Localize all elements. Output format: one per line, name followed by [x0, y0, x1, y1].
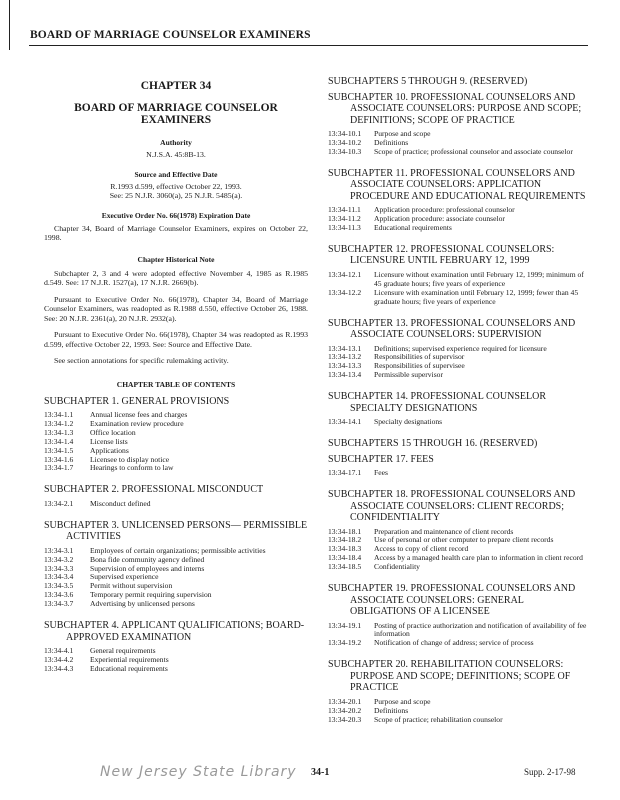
- section-title: Responsibilities of supervisee: [374, 361, 465, 371]
- section-number: 13:34-18.4: [328, 553, 362, 563]
- section-number: 13:34-12.1: [328, 269, 362, 279]
- section-number: 13:34-18.5: [328, 562, 362, 572]
- library-stamp: New Jersey State Library: [100, 764, 297, 780]
- section-title: Definitions; supervised experience required for licensure: [374, 343, 547, 353]
- section-title: Purpose and scope: [374, 129, 431, 138]
- section-title: Preparation and maintenance of client records: [374, 526, 514, 536]
- section-number: 13:34-18.2: [328, 535, 362, 545]
- section-title: Use of personal or other computer to prepare client records: [374, 535, 554, 545]
- section-number: 13:34-19.2: [328, 638, 362, 648]
- section-entry: [44, 429, 308, 438]
- section-number: 13:34-4.3: [44, 663, 74, 673]
- section-title: Application procedure: professional counselor: [374, 205, 515, 215]
- section-number: 13:34-12.2: [328, 287, 362, 297]
- subchapter-heading: SUBCHAPTER 12. PROFESSIONAL COUNSELORS: LICENSURE UNTIL FEBRUARY 12, 1999: [328, 243, 555, 267]
- section-title: General requirements: [90, 646, 156, 656]
- header-rule: [29, 45, 588, 46]
- section-entry: [328, 469, 590, 478]
- section-title: Educational requirements: [374, 223, 452, 233]
- section-entry: [44, 600, 308, 609]
- section-entry: [328, 639, 590, 648]
- section-title: Application procedure: associate counselor: [374, 214, 505, 224]
- section-number: 13:34-10.3: [328, 146, 362, 156]
- section-title: Responsibilities of supervisor: [374, 352, 465, 362]
- section-entry: [328, 362, 590, 371]
- section-title: License lists: [90, 436, 128, 446]
- section-title: Scope of practice; rehabilitation counselor: [374, 714, 503, 724]
- chapter-number: CHAPTER 34: [140, 80, 212, 92]
- section-entry: [328, 563, 590, 572]
- section-number: 13:34-1.2: [44, 418, 74, 428]
- section-list: [328, 528, 590, 573]
- section-number: 13:34-13.2: [328, 352, 362, 362]
- section-entry: [44, 665, 308, 674]
- subchapter-heading: SUBCHAPTER 2. PROFESSIONAL MISCONDUCT: [44, 484, 264, 496]
- source-line-2: See: 25 N.J.R. 3060(a), 25 N.J.R. 5485(a).: [109, 191, 243, 200]
- section-title: Applications: [90, 445, 129, 455]
- section-title: Licensee to display notice: [90, 454, 170, 464]
- section-entry: [328, 698, 590, 707]
- section-title: Annual license fees and charges: [90, 410, 188, 419]
- subchapter-heading: SUBCHAPTER 20. REHABILITATION COUNSELORS: PURPOSE AND SCOPE; DEFINITIONS; SCOPE OF PRACTICE: [328, 659, 571, 694]
- section-list: [328, 418, 590, 427]
- right-toc: [328, 76, 590, 724]
- section-entry: [328, 289, 590, 307]
- section-title: Definitions: [374, 137, 409, 147]
- section-list: [328, 130, 590, 157]
- section-number: 13:34-11.1: [328, 205, 361, 215]
- section-title: Employees of certain organizations; permissible activities: [90, 545, 266, 555]
- section-title: Fees: [374, 468, 388, 478]
- exec-order-text: Chapter 34, Board of Marriage Counselor Examiners, expires on October 22, 1998.: [44, 223, 308, 242]
- history-para-1: Subchapter 2, 3 and 4 were adopted effective November 4, 1985 as R.1985 d.549. See: 17 N.J.R. 1527(a), 17 N.J.R. 2669(b).: [44, 268, 308, 287]
- section-entry: [44, 464, 308, 473]
- section-number: 13:34-3.3: [44, 563, 74, 573]
- section-list: [44, 411, 308, 473]
- section-list: [44, 647, 308, 674]
- section-title: Educational requirements: [90, 663, 168, 673]
- supplement-date: Supp. 2-17-98: [524, 767, 576, 777]
- section-list: [328, 271, 590, 307]
- section-title: Permit without supervision: [90, 581, 173, 591]
- section-title: Specialty designations: [374, 417, 443, 427]
- subchapter-heading: SUBCHAPTER 10. PROFESSIONAL COUNSELORS AND ASSOCIATE COUNSELORS: PURPOSE AND SCOPE; DEFINITIONS; SCOPE OF PRACTICE: [328, 91, 582, 126]
- section-number: 13:34-18.1: [328, 526, 362, 536]
- section-title: Advertising by unlicensed persons: [90, 599, 195, 609]
- subchapter-heading: SUBCHAPTER 4. APPLICANT QUALIFICATIONS; BOARD-APPROVED EXAMINATION: [44, 620, 305, 643]
- subchapter-heading: SUBCHAPTER 13. PROFESSIONAL COUNSELORS AND ASSOCIATE COUNSELORS: SUPERVISION: [328, 317, 576, 341]
- section-number: 13:34-20.3: [328, 714, 362, 724]
- subchapter-heading: SUBCHAPTER 3. UNLICENSED PERSONS— PERMISSIBLE ACTIVITIES: [44, 519, 308, 543]
- source-label: Source and Effective Date: [134, 169, 218, 179]
- subchapter-heading: SUBCHAPTERS 15 THROUGH 16. (RESERVED): [328, 438, 538, 450]
- section-title: Permissible supervisor: [374, 370, 443, 380]
- section-number: 13:34-19.1: [328, 620, 362, 630]
- section-entry: [44, 456, 308, 465]
- section-entry: [44, 500, 308, 509]
- section-title: Supervision of employees and interns: [90, 563, 205, 573]
- section-entry: [44, 573, 308, 582]
- section-number: 13:34-13.3: [328, 361, 362, 371]
- subchapter-heading: SUBCHAPTER 11. PROFESSIONAL COUNSELORS AND ASSOCIATE COUNSELORS: APPLICATION PROCEDURE AND EDUCATIONAL REQUIREMENTS: [328, 167, 586, 202]
- section-entry: [328, 716, 590, 725]
- section-list: [44, 547, 308, 609]
- section-entry: [44, 565, 308, 574]
- page-number: 34-1: [311, 767, 330, 778]
- section-number: 13:34-18.3: [328, 544, 362, 554]
- section-entry: [328, 224, 590, 233]
- section-number: 13:34-1.5: [44, 445, 74, 455]
- section-number: 13:34-1.3: [44, 427, 74, 437]
- section-number: 13:34-11.3: [328, 223, 361, 233]
- toc-label: CHAPTER TABLE OF CONTENTS: [116, 379, 236, 389]
- section-title: Confidentiality: [374, 562, 420, 572]
- section-number: 13:34-13.1: [328, 343, 362, 353]
- history-label: Chapter Historical Note: [137, 254, 215, 264]
- running-head: BOARD OF MARRIAGE COUNSELOR EXAMINERS: [30, 29, 311, 41]
- section-entry: [328, 371, 590, 380]
- section-title: Office location: [90, 427, 136, 437]
- section-number: 13:34-11.2: [328, 214, 361, 224]
- section-list: [328, 345, 590, 381]
- section-number: 13:34-4.2: [44, 655, 74, 664]
- history-para-3: Pursuant to Executive Order No. 66(1978), Chapter 34 was readopted as R.1993 d.599, effective October 22, 1993. See: Source and Effective Date.: [44, 330, 308, 349]
- subchapter-heading: SUBCHAPTERS 5 THROUGH 9. (RESERVED): [328, 76, 528, 87]
- section-list: [44, 500, 308, 509]
- section-number: 13:34-4.1: [44, 646, 74, 656]
- exec-order-label: Executive Order No. 66(1978) Expiration Date: [101, 210, 251, 220]
- section-number: 13:34-3.2: [44, 554, 74, 564]
- section-title: Bona fide community agency defined: [90, 554, 205, 564]
- authority-label: Authority: [160, 138, 192, 147]
- section-list: [328, 206, 590, 233]
- section-number: 13:34-10.1: [328, 129, 362, 138]
- section-title: Purpose and scope: [374, 696, 431, 706]
- section-title: Notification of change of address; service of process: [374, 638, 534, 648]
- section-number: 13:34-1.7: [44, 463, 74, 473]
- section-number: 13:34-17.1: [328, 468, 362, 478]
- section-title: Temporary permit requiring supervision: [90, 590, 212, 600]
- section-number: 13:34-3.6: [44, 590, 74, 600]
- section-number: 13:34-14.1: [328, 417, 362, 427]
- subchapter-heading: SUBCHAPTER 14. PROFESSIONAL COUNSELOR SPECIALTY DESIGNATIONS: [328, 391, 546, 414]
- section-list: [328, 698, 590, 725]
- section-entry: [328, 622, 590, 640]
- section-entry: [328, 148, 590, 157]
- chapter-title: BOARD OF MARRIAGE COUNSELOR EXAMINERS: [74, 102, 278, 126]
- section-number: 13:34-2.1: [44, 498, 74, 508]
- section-number: 13:34-10.2: [328, 137, 362, 147]
- section-number: 13:34-20.1: [328, 696, 362, 706]
- section-number: 13:34-3.7: [44, 599, 74, 609]
- section-title: Licensure with examination until February 12, 1999; fewer than 45 graduate hours; five years of experience: [374, 287, 579, 306]
- section-title: Definitions: [374, 705, 409, 715]
- section-number: 13:34-1.1: [44, 410, 74, 419]
- section-number: 13:34-1.6: [44, 454, 74, 464]
- section-title: Access to copy of client record: [374, 544, 469, 554]
- section-number: 13:34-13.4: [328, 370, 362, 380]
- section-entry: [328, 130, 590, 139]
- section-title: Experiential requirements: [90, 655, 169, 664]
- left-toc: [44, 396, 308, 674]
- margin-rule: [9, 0, 10, 50]
- section-number: 13:34-3.5: [44, 581, 74, 591]
- subchapter-heading: SUBCHAPTER 17. FEES: [328, 453, 434, 465]
- right-column: [328, 76, 590, 735]
- authority-text: N.J.S.A. 45:8B-13.: [146, 150, 206, 159]
- history-para-2: Pursuant to Executive Order No. 66(1978), Chapter 34, Board of Marriage Counselor Examiners, was readopted as R.1988 d.550, effective October 26, 1988. See: 20 N.J.R. 2361(a), 20 N.J.R. 2932(a).: [44, 294, 308, 323]
- section-number: 13:34-3.4: [44, 572, 74, 582]
- section-entry: [44, 647, 308, 656]
- section-number: 13:34-3.1: [44, 545, 74, 555]
- left-column: [44, 80, 308, 685]
- section-entry: [44, 438, 308, 447]
- section-title: Examination review procedure: [90, 418, 184, 428]
- section-title: Scope of practice; professional counselor and associate counselor: [374, 146, 573, 156]
- section-number: 13:34-20.2: [328, 705, 362, 715]
- section-entry: [328, 554, 590, 563]
- section-list: [328, 469, 590, 478]
- subchapter-heading: SUBCHAPTER 18. PROFESSIONAL COUNSELORS AND ASSOCIATE COUNSELORS: CLIENT RECORDS; CONFIDENTIALITY: [328, 489, 576, 523]
- section-entry: [44, 447, 308, 456]
- section-entry: [328, 215, 590, 224]
- subchapter-heading: SUBCHAPTER 1. GENERAL PROVISIONS: [44, 395, 230, 407]
- source-line-1: R.1993 d.599, effective October 22, 1993.: [110, 181, 242, 191]
- section-entry: [328, 418, 590, 427]
- section-entry: [44, 656, 308, 665]
- section-number: 13:34-1.4: [44, 436, 74, 446]
- section-title: Hearings to conform to law: [90, 463, 174, 473]
- section-title: Posting of practice authorization and notification of availability of fee information: [374, 620, 587, 639]
- section-entry: [328, 271, 590, 289]
- section-list: [328, 622, 590, 649]
- section-entry: [44, 420, 308, 429]
- section-title: Misconduct defined: [90, 498, 151, 508]
- section-title: Licensure without examination until February 12, 1999; minimum of 45 graduate hours; five years of experience: [374, 269, 584, 288]
- section-title: Access by a managed health care plan to information in client record: [374, 553, 583, 563]
- history-para-4: See section annotations for specific rulemaking activity.: [54, 356, 229, 365]
- section-title: Supervised experience: [90, 572, 159, 582]
- subchapter-heading: SUBCHAPTER 19. PROFESSIONAL COUNSELORS AND ASSOCIATE COUNSELORS: GENERAL OBLIGATIONS OF A LICENSEE: [328, 583, 576, 618]
